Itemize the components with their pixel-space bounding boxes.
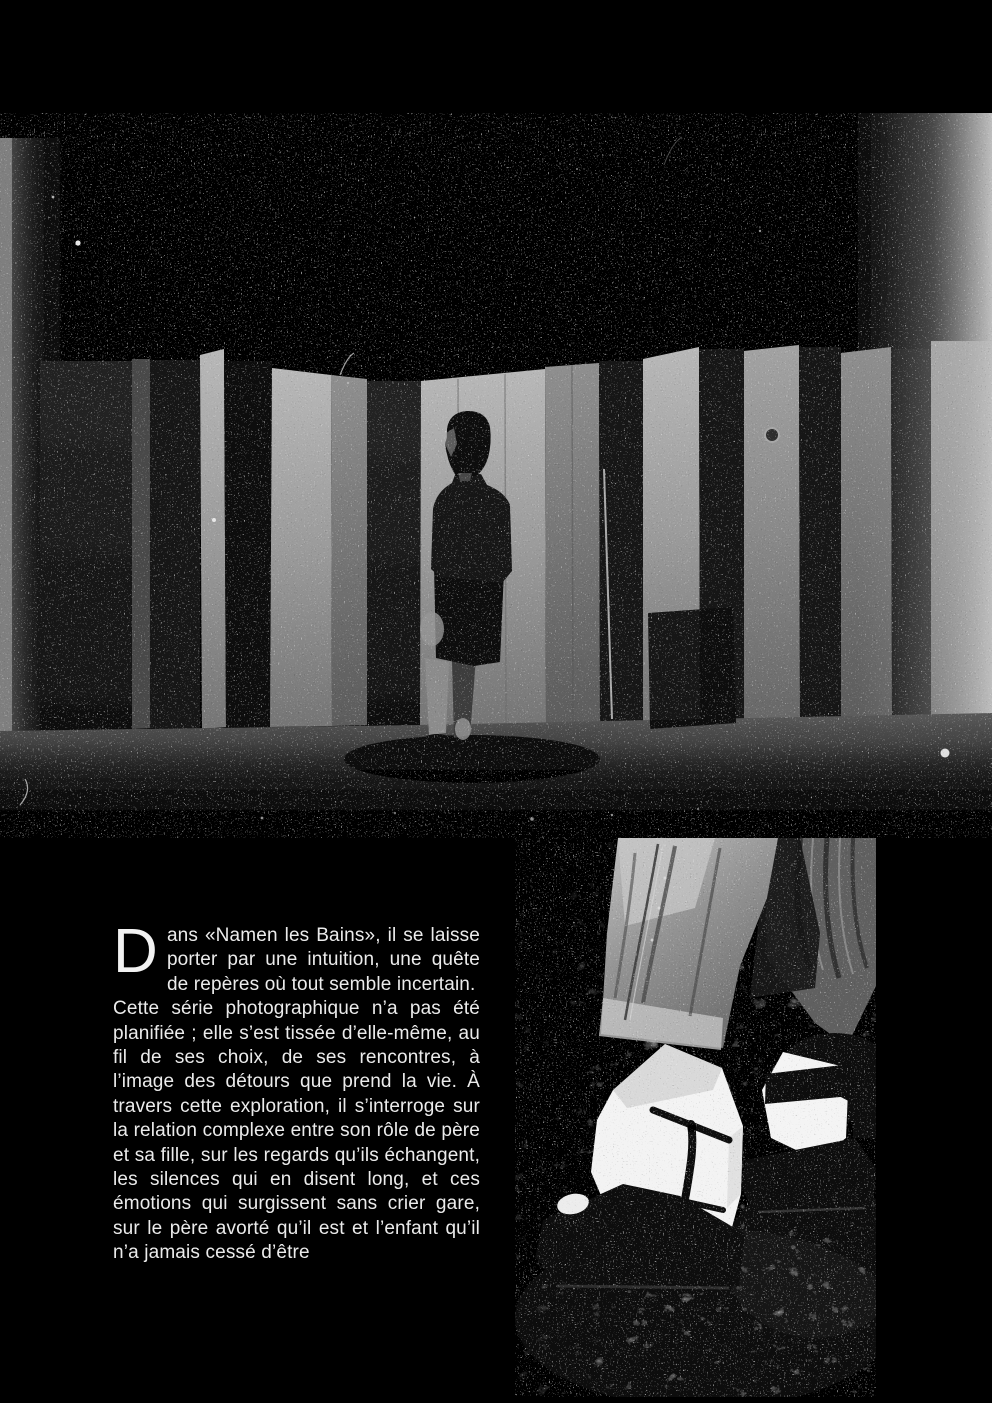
drop-cap: D [113,917,158,986]
sandals-photo-art [515,838,876,1397]
wooden-fence [40,341,992,731]
intro-paragraph [113,917,480,997]
man-walking-photo-art [0,113,992,838]
photo-man-walking-by-fence [0,113,992,838]
man-shadow [344,735,600,783]
intro-paragraph-text: ans «Namen les Bains», il se laisse porter par une intuition, une quête de repères où tout semble incertain. [166,925,480,995]
article-text [113,917,480,1266]
right-edge-flare [856,113,992,768]
post-shadow [648,607,736,729]
body-paragraph: Cette série photographique n’a pas été planifiée ; elle s’est tissée d’elle-même, au fil de ses choix, de ses rencontres, à l’image des détours que prend la vie. À travers cette exploration, il s’interroge sur la relation complexe entre son rôle de père et sa fille, sur les regards qu’ils échangent, les silences qui en disent long, et ces émotions qui surgissent sans crier gare, sur le père avorté qu’il est et l’enfant qu’il n’a jamais cessé d’être [113,998,480,1264]
photo-sandals-on-grass [515,838,876,1397]
fence-knot-hole [765,428,779,442]
